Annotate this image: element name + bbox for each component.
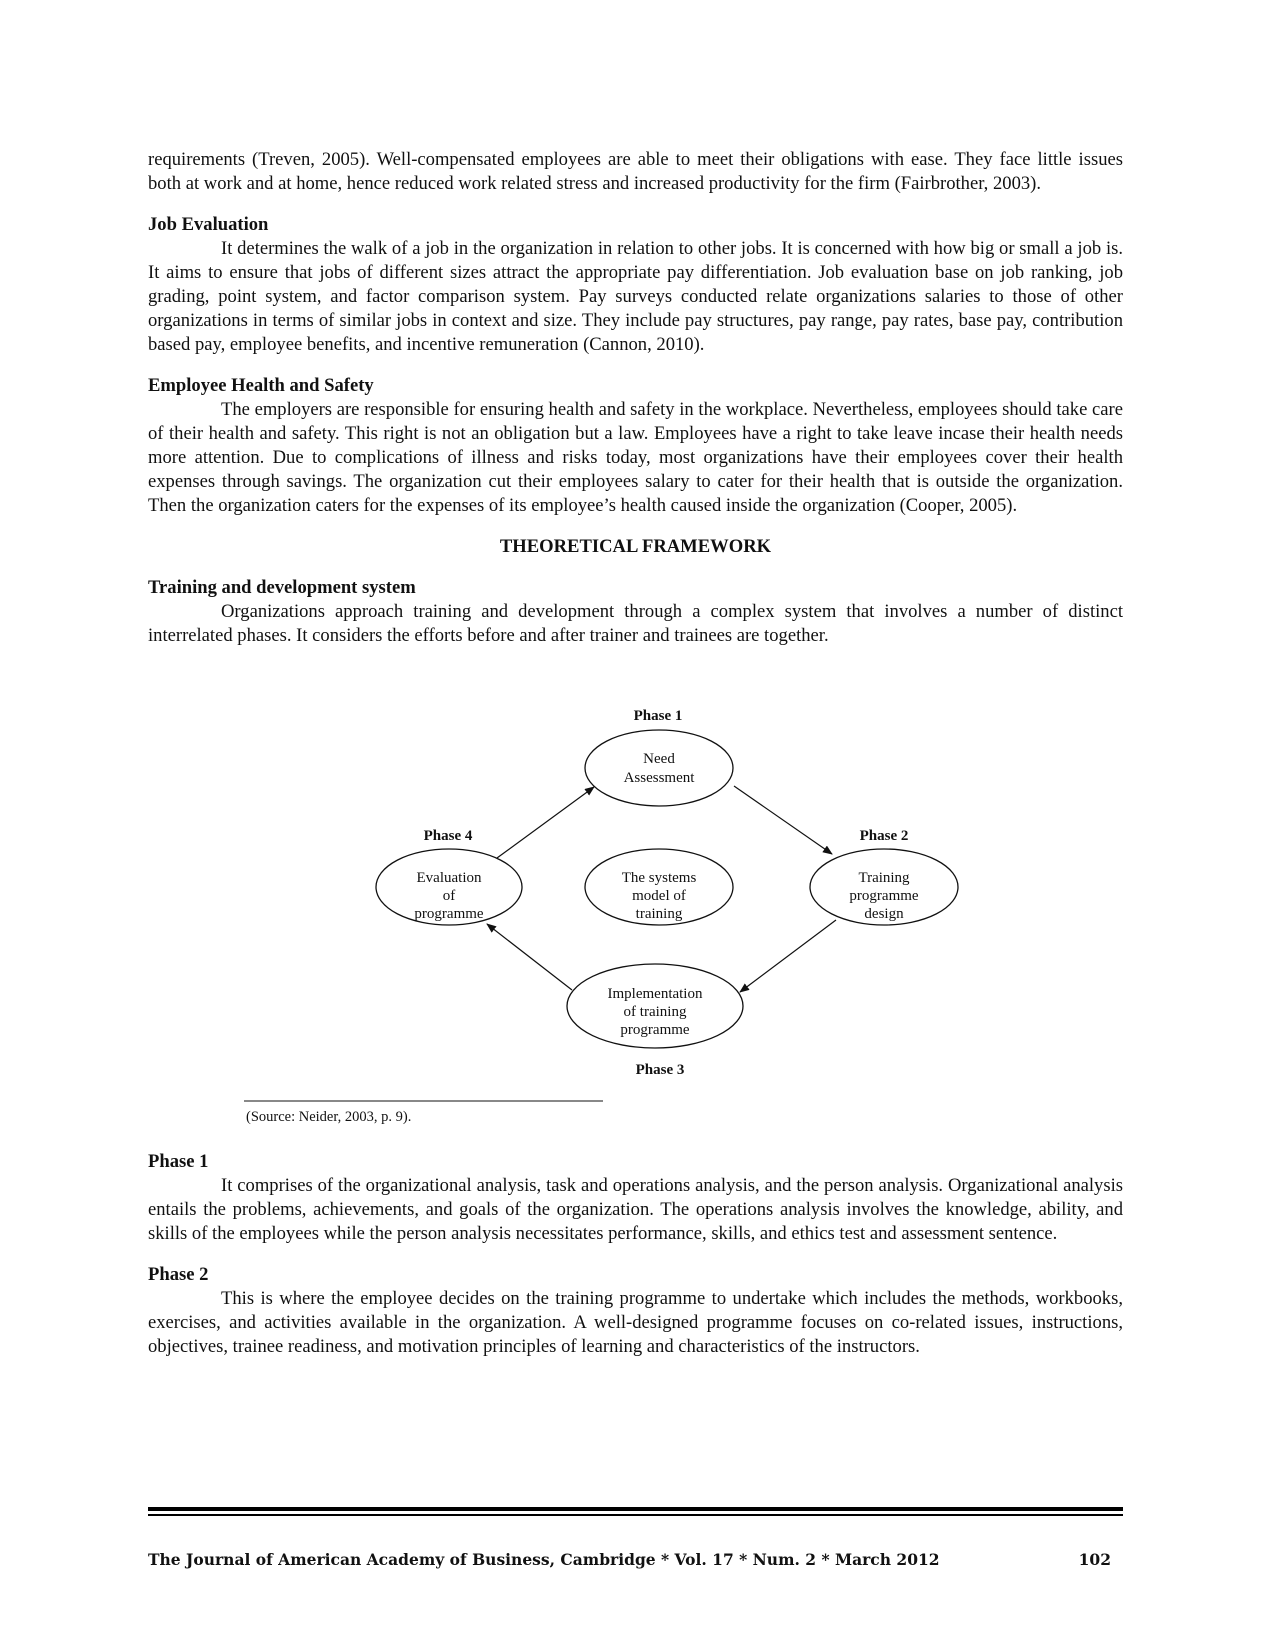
phase3-label: Phase 3 [635,1062,685,1078]
health-safety-body: The employers are responsible for ensuring health and safety in the workplace. Nevertheless, employees should take care of their health and safety. This right is not an obligation but a law. Employees have a right to take leave incase their health needs more attention. Due to complications of illness and risks today, most organizations have their employees cover their health expenses through savings. The organization cut their employees salary to cater for their health that is outside the organization. Then the organization caters for the expenses of its employee’s health caused inside the organization (Cooper, 2005). [148,399,1123,516]
phase3-text-line2: of training [623,1004,687,1020]
intro-paragraph: requirements (Treven, 2005). Well-compensated employees are able to meet their obligations with ease. They face little issues both at work and at home, hence reduced work related stress and increased productivity for the firm (Fairbrother, 2003). [148,149,1123,194]
systems-model-figure [148,658,1123,1150]
phase2-label: Phase 2 [859,828,909,844]
footer-page-number: 102 [1078,1550,1111,1569]
footer-rule-thin [148,1514,1123,1516]
job-evaluation-body: It determines the walk of a job in the organization in relation to other jobs. It is concerned with how big or small a job is. It aims to ensure that jobs of different sizes attract the appropriate pay differentiation. Job evaluation base on job ranking, job grading, point system, and factor comparison system. Pay surveys conducted relate organizations salaries to those of other organizations in terms of similar jobs in context and size. They include pay structures, pay range, pay rates, base pay, contribution based pay, employee benefits, and incentive remuneration (Cannon, 2010). [148,238,1123,355]
phase1-text-line2: Assessment [623,770,695,786]
arrow-phase4-to-phase1 [497,787,594,858]
figure-source: (Source: Neider, 2003, p. 9). [246,1109,412,1125]
training-system-body: Organizations approach training and development through a complex system that involves a number of distinct interrelated phases. It considers the efforts before and after trainer and trainees are together. [148,601,1123,646]
health-safety-heading: Employee Health and Safety [148,375,374,396]
phase2-body: This is where the employee decides on the training programme to undertake which includes the methods, workbooks, exercises, and activities available in the organization. A well-designed programme focuses on co-related issues, instructions, objectives, trainee readiness, and motivation principles of learning and characteristics of the instructors. [148,1288,1123,1357]
arrow-phase3-to-phase4 [487,924,572,990]
phase1-text-line1: Need [643,751,675,767]
phase2-text-line3: design [864,906,904,922]
page-content [148,148,1123,1359]
phase1-ellipse [585,730,733,806]
theoretical-framework-heading: THEORETICAL FRAMEWORK [499,536,772,557]
phase2-text-line2: programme [849,888,919,904]
phase3-text-line1: Implementation [607,986,703,1002]
phase4-text-line1: Evaluation [416,870,482,886]
footer-journal-title: The Journal of American Academy of Business, Cambridge * Vol. 17 * Num. 2 * March 2012 [148,1550,940,1569]
phase2-heading: Phase 2 [148,1264,209,1285]
phase4-label: Phase 4 [423,828,473,844]
phase4-text-line2: of [442,888,456,904]
footer-rule-thick [148,1507,1123,1511]
page-footer [148,1550,1123,1574]
phase4-text-line3: programme [414,906,484,922]
job-evaluation-heading: Job Evaluation [148,214,269,235]
phase3-text-line3: programme [620,1022,690,1038]
center-text-line1: The systems [621,870,697,886]
training-system-heading: Training and development system [148,577,416,598]
phase2-text-line1: Training [858,870,910,886]
training-cycle-diagram [148,658,1123,1150]
arrow-phase2-to-phase3 [740,920,836,992]
arrow-phase1-to-phase2 [734,786,832,854]
phase1-label: Phase 1 [633,708,683,724]
phase1-body: It comprises of the organizational analysis, task and operations analysis, and the person analysis. Organizational analysis entails the problems, achievements, and goals of the organization. The operations analysis involves the knowledge, ability, and skills of the employees while the person analysis necessitates performance, skills, and ethics test and assessment sentence. [148,1175,1123,1244]
phase1-heading: Phase 1 [148,1151,209,1172]
center-text-line2: model of [632,888,686,904]
center-text-line3: training [635,906,683,922]
